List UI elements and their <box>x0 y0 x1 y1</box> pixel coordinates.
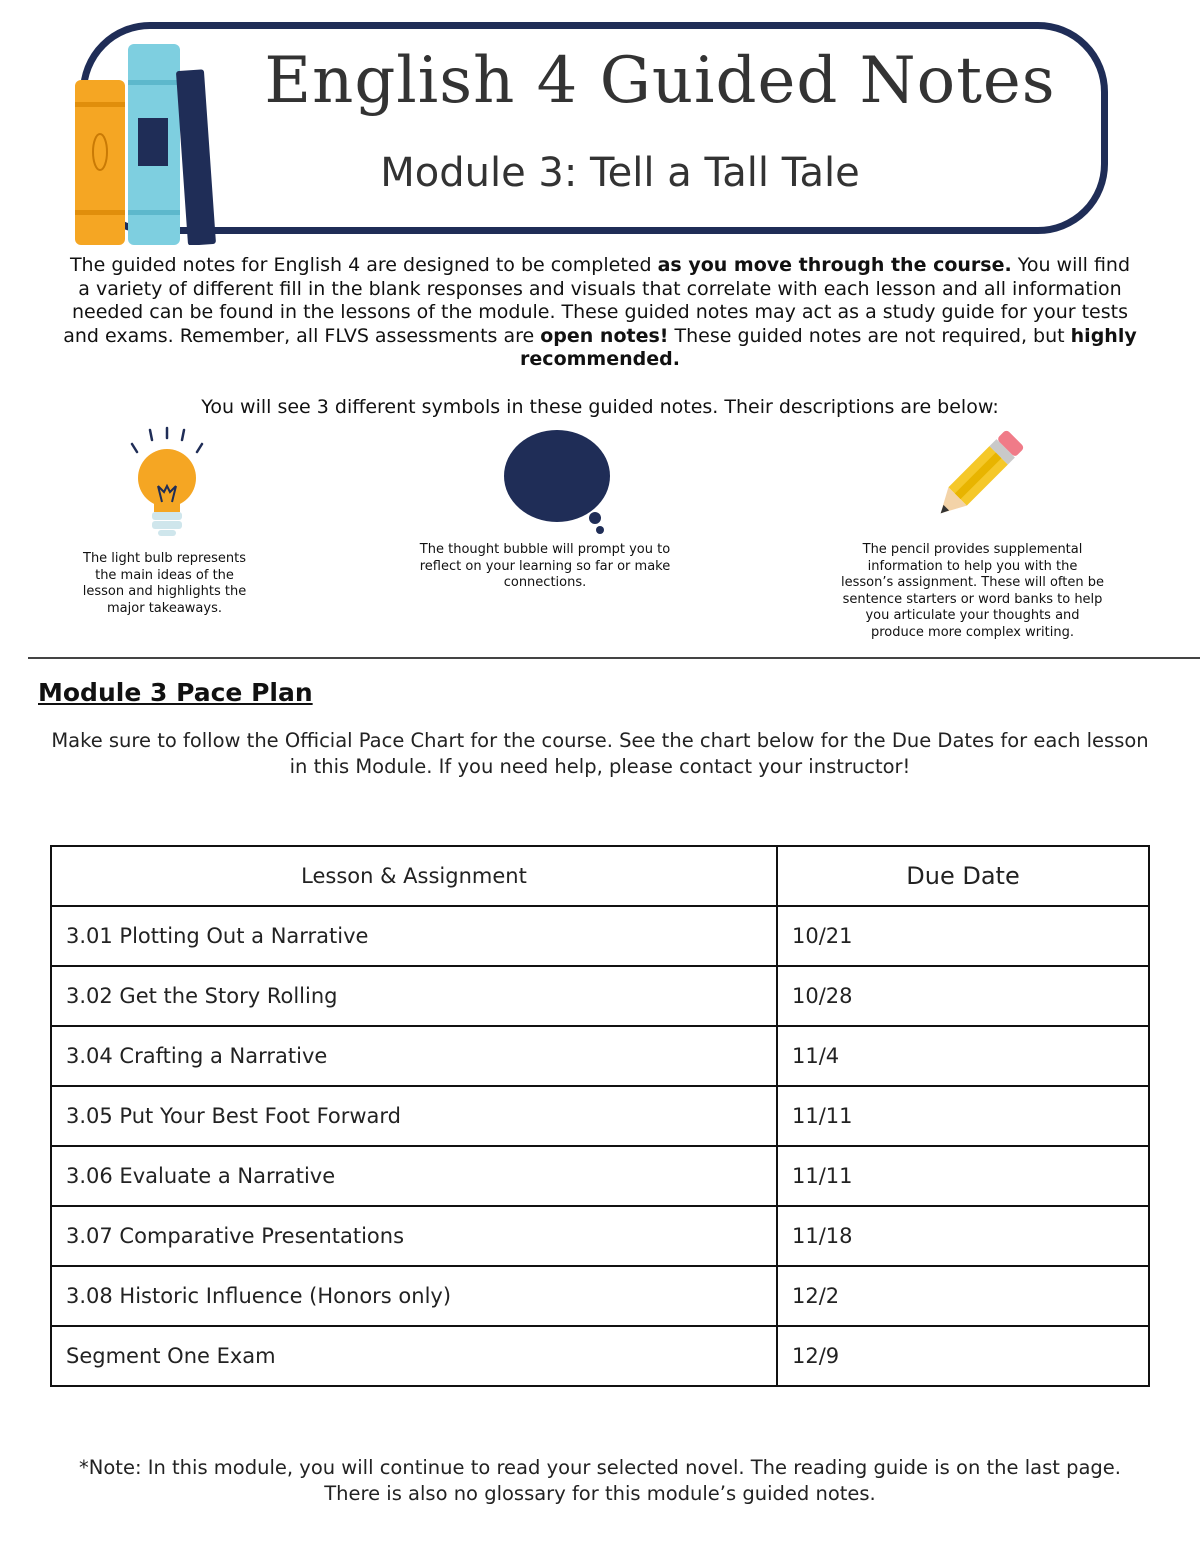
lesson-cell: Segment One Exam <box>51 1326 777 1386</box>
column-header-lesson: Lesson & Assignment <box>51 846 777 906</box>
lesson-cell: 3.01 Plotting Out a Narrative <box>51 906 777 966</box>
table-row <box>51 1206 1149 1266</box>
due-date-cell: 11/11 <box>777 1146 1149 1206</box>
intro-paragraph: The guided notes for English 4 are designed to be completed as you move through the course. You will find a variety of different fill in the blank responses and visuals that correlate with each lesson and all information needed can be found in the lessons of the module. These guided notes may act as a study guide for your tests and exams. Remember, all FLVS assessments are open notes! These guided notes are not required, but highly recommended. <box>63 254 1137 370</box>
pace-table <box>50 845 1150 1387</box>
lesson-cell: 3.06 Evaluate a Narrative <box>51 1146 777 1206</box>
table-row <box>51 1086 1149 1146</box>
lightbulb-icon <box>122 426 212 541</box>
table-row <box>51 906 1149 966</box>
due-date-cell: 11/4 <box>777 1026 1149 1086</box>
pace-plan-description: Make sure to follow the Official Pace Chart for the course. See the chart below for the Due Dates for each lesson in this Module. If you need help, please contact your instructor! <box>51 729 1149 778</box>
module-note: *Note: In this module, you will continue to read your selected novel. The reading guide is on the last page. There is also no glossary for this module’s guided notes. <box>79 1456 1121 1505</box>
page-title: English 4 Guided Notes <box>264 44 1056 118</box>
pace-plan-title: Module 3 Pace Plan <box>38 678 313 707</box>
thought-bubble-description: The thought bubble will prompt you to reflect on your learning so far or make connections. <box>419 542 671 590</box>
table-row <box>51 1026 1149 1086</box>
due-date-cell: 10/28 <box>777 966 1149 1026</box>
pencil-description: The pencil provides supplemental information to help you with the lesson’s assignment. These will often be sentence starters or word banks to help you articulate your thoughts and produce more complex writing. <box>841 542 1104 640</box>
lightbulb-description: The light bulb represents the main ideas of the lesson and highlights the major takeaways. <box>82 551 247 616</box>
lesson-cell: 3.02 Get the Story Rolling <box>51 966 777 1026</box>
lesson-cell: 3.08 Historic Influence (Honors only) <box>51 1266 777 1326</box>
section-divider <box>28 657 1200 659</box>
due-date-cell: 11/18 <box>777 1206 1149 1266</box>
thought-bubble-icon <box>500 428 615 536</box>
lesson-cell: 3.07 Comparative Presentations <box>51 1206 777 1266</box>
table-header-row <box>51 846 1149 906</box>
table-row <box>51 966 1149 1026</box>
due-date-cell: 10/21 <box>777 906 1149 966</box>
pencil-icon <box>926 428 1026 528</box>
table-row <box>51 1146 1149 1206</box>
books-icon <box>70 40 230 245</box>
due-date-cell: 12/9 <box>777 1326 1149 1386</box>
due-date-cell: 11/11 <box>777 1086 1149 1146</box>
lesson-cell: 3.05 Put Your Best Foot Forward <box>51 1086 777 1146</box>
page-subtitle: Module 3: Tell a Tall Tale <box>380 150 860 196</box>
symbols-intro: You will see 3 different symbols in these guided notes. Their descriptions are below: <box>201 396 999 418</box>
table-row <box>51 1266 1149 1326</box>
table-row <box>51 1326 1149 1386</box>
due-date-cell: 12/2 <box>777 1266 1149 1326</box>
column-header-due-date: Due Date <box>777 846 1149 906</box>
lesson-cell: 3.04 Crafting a Narrative <box>51 1026 777 1086</box>
